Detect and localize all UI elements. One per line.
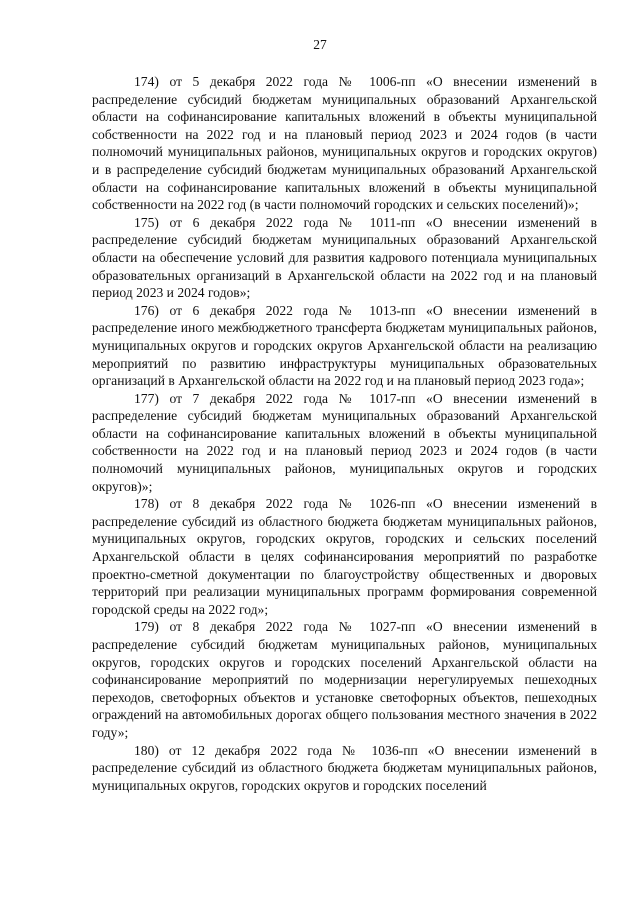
list-item-177: 177) от 7 декабря 2022 года № 1017-пп «О внесении изменений в распределение субсидий бюджетам муниципальных образований Архангельской области на софинансирование капитальных вложений в объекты муниципальной собственности на 2022 год и на плановый период 2023 и 2024 годов (в части полномочий муниципальных районов, муниципальных округов и городских округов)»; bbox=[92, 390, 597, 494]
list-item-174: 174) от 5 декабря 2022 года № 1006-пп «О внесении изменений в распределение субсидий бюджетам муниципальных образований Архангельской области на софинансирование капитальных вложений в объекты муниципальной собственности на 2022 год и на плановый период 2023 и 2024 годов (в части полномочий муниципальных районов, муниципальных округов и городских округов) и в распределение субсидий бюджетам муниципальных образований Архангельской области на софинансирование капитальных вложений в объекты муниципальной собственности на 2022 год (в части полномочий городских и сельских поселений)»; bbox=[92, 74, 597, 213]
list-item-180: 180) от 12 декабря 2022 года № 1036-пп «О внесении изменений в распределение субсидий из областного бюджета бюджетам муниципальных районов, муниципальных округов, городских округов и городских поселений bbox=[92, 742, 597, 793]
document-body bbox=[92, 73, 597, 794]
list-item-175: 175) от 6 декабря 2022 года № 1011-пп «О внесении изменений в распределение субсидий бюджетам муниципальных образований Архангельской области на обеспечение условий для развития кадрового потенциала муниципальных образовательных организаций в Архангельской области на 2022 год и на плановый период 2023 и 2024 годов»; bbox=[92, 214, 597, 301]
list-item-179: 179) от 8 декабря 2022 года № 1027-пп «О внесении изменений в распределение субсидий бюджетам муниципальных районов, муниципальных округов, городских округов и городских поселений Архангельской области на софинансирование мероприятий по модернизации нерегулируемых пешеходных переходов, светофорных объектов и установке светофорных объектов, пешеходных ограждений на автомобильных дорогах общего пользования местного значения в 2022 году»; bbox=[92, 619, 597, 740]
page-number: 27 bbox=[313, 37, 327, 52]
list-item-176: 176) от 6 декабря 2022 года № 1013-пп «О внесении изменений в распределение иного межбюджетного трансферта бюджетам муниципальных районов, муниципальных округов и городских округов Архангельской области на реализацию мероприятий по развитию инфраструктуры муниципальных образовательных организаций в Архангельской области на 2022 год и на плановый период 2023 года»; bbox=[92, 302, 597, 389]
list-item-178: 178) от 8 декабря 2022 года № 1026-пп «О внесении изменений в распределение субсидий из областного бюджета бюджетам муниципальных районов, муниципальных округов, городских округов, городских и сельских поселений Архангельской области в целях софинансирования мероприятий по разработке проектно-сметной документации по благоустройству общественных и дворовых территорий при реализации муниципальных программ формирования современной городской среды на 2022 год»; bbox=[92, 496, 597, 617]
